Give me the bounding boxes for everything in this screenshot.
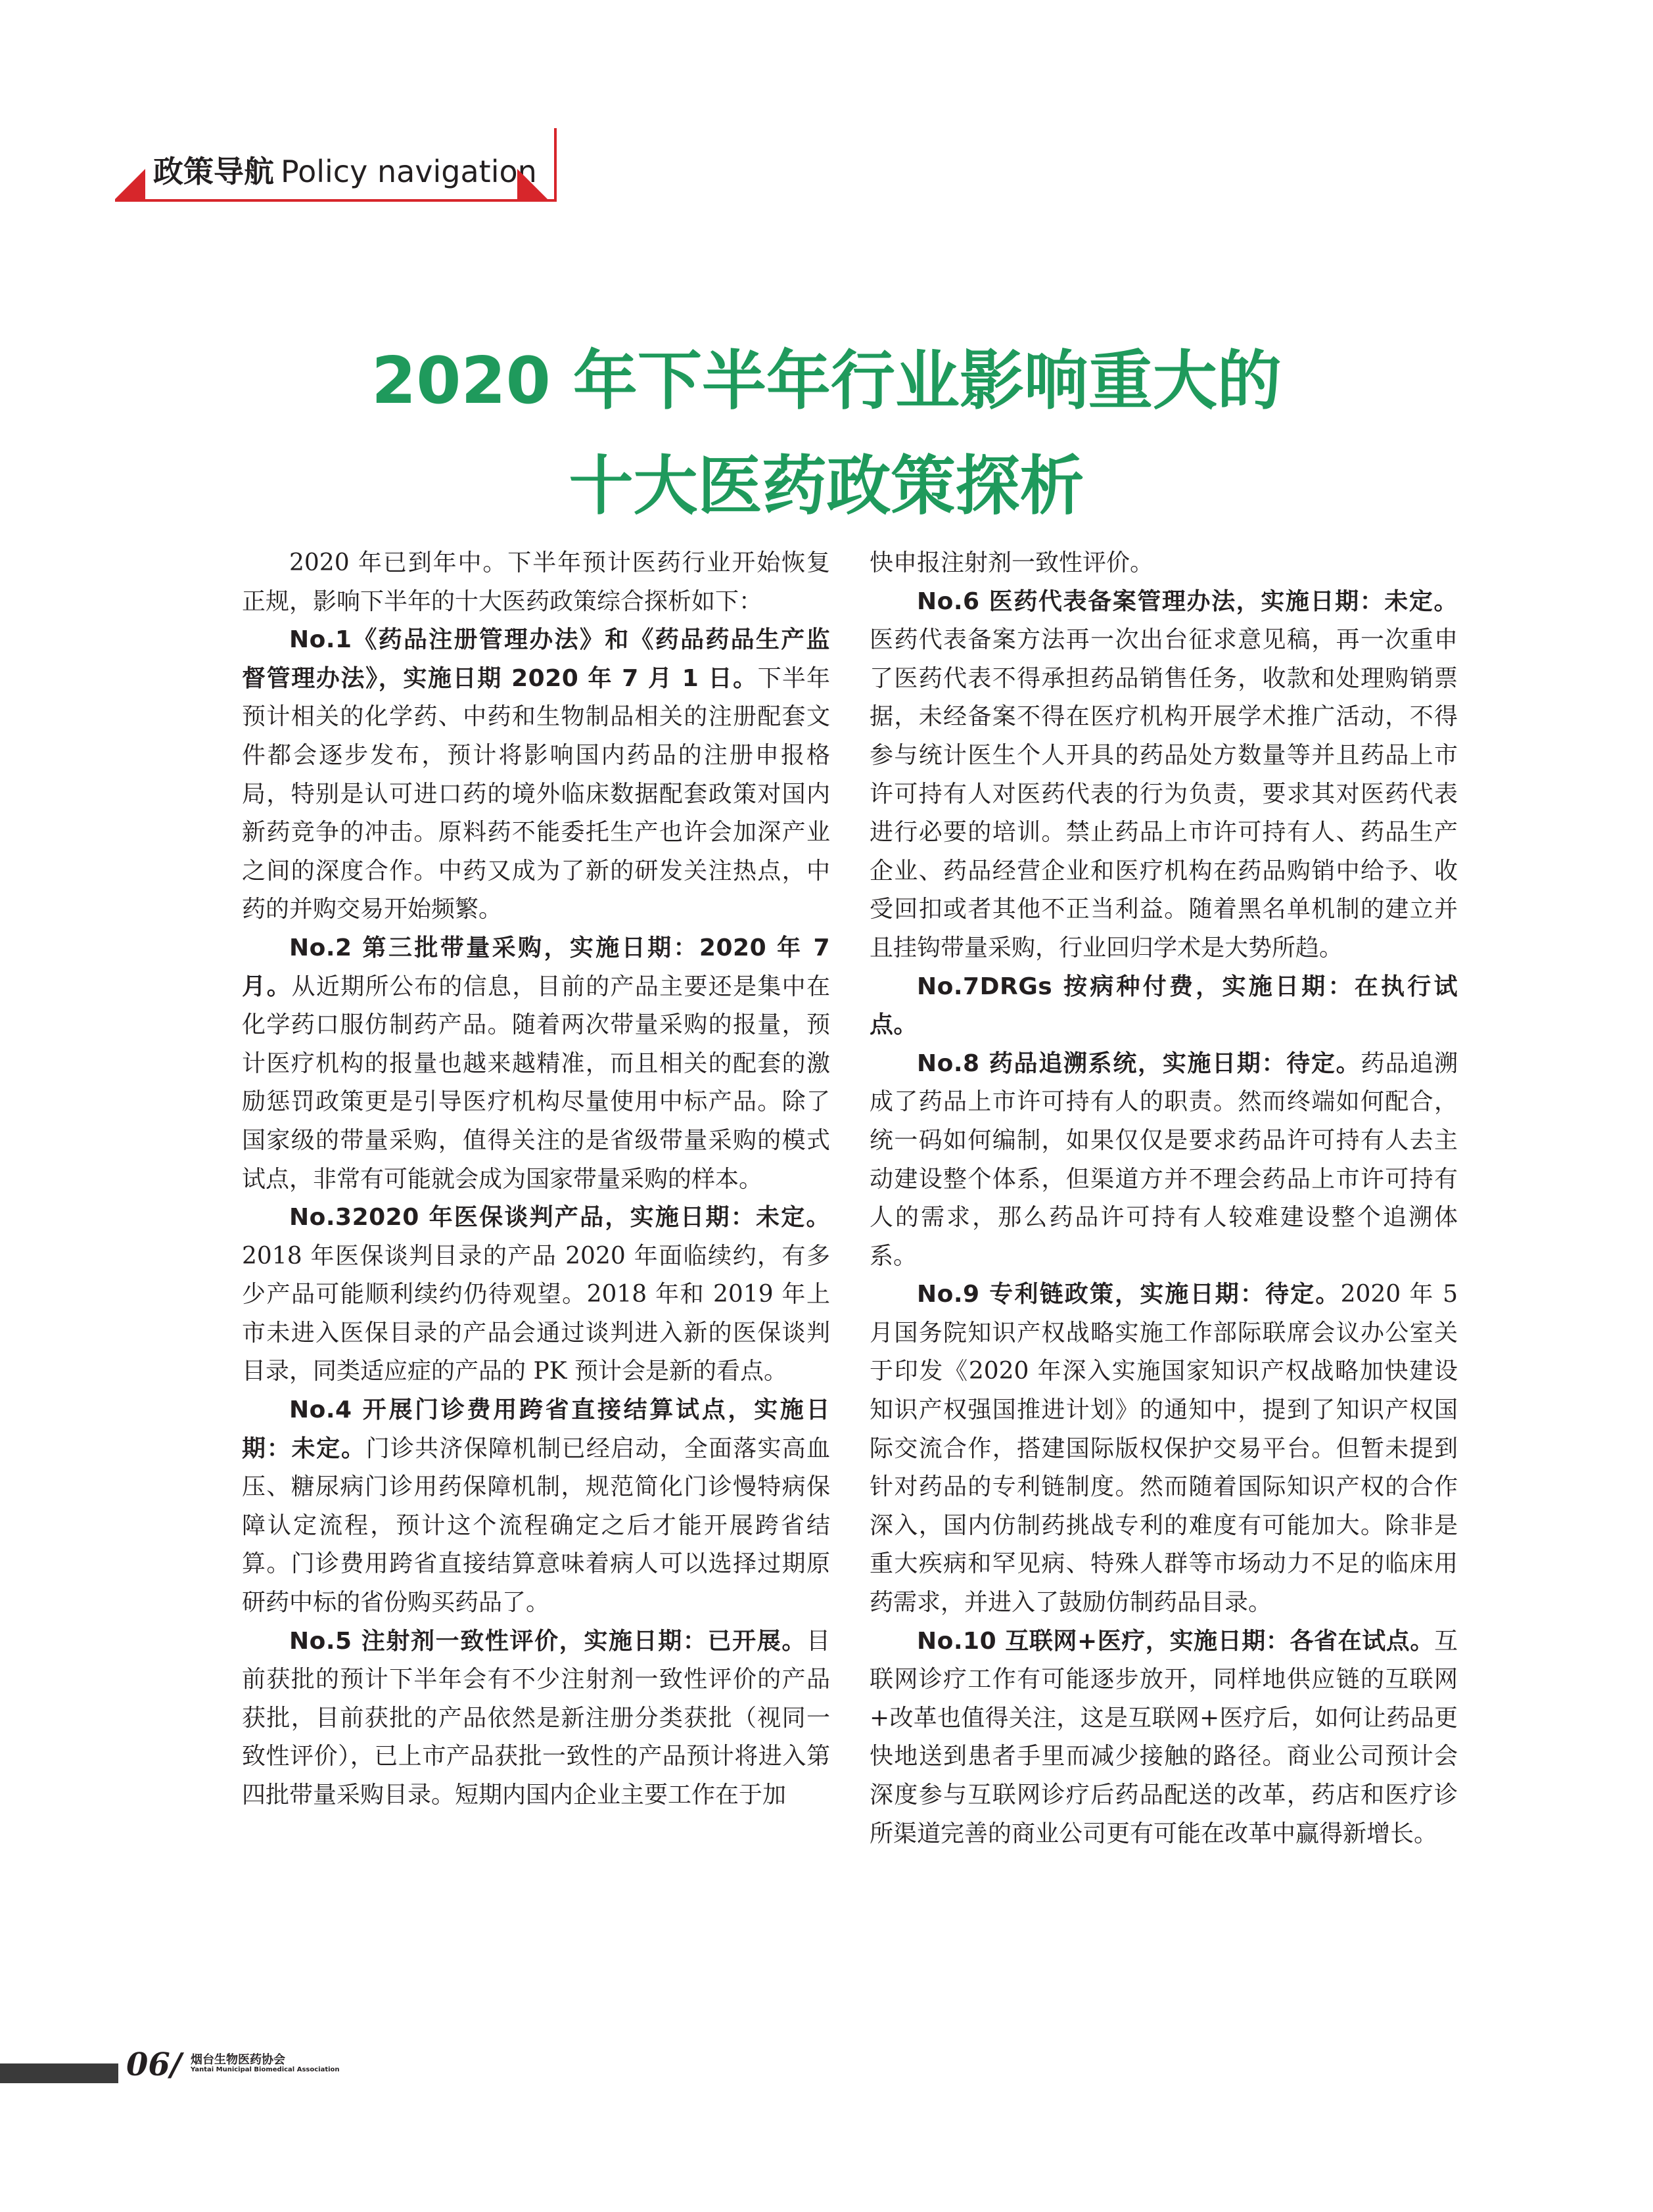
header-rule-horizontal — [115, 199, 557, 202]
section-label-cn: 政策导航 — [153, 154, 274, 189]
header-rule-vertical — [554, 128, 557, 202]
policy-body: 下半年预计相关的化学药、中药和生物制品相关的注册配套文件都会逐步发布，预计将影响国内药品的注册申报格局，特别是认可进口药的境外临床数据配套政策对国内新药竞争的冲击。原料药不能委托生产也许会加深产业之间的深度合作。中药又成为了新的研发关注热点，中药的并购交易开始频繁。 — [242, 664, 830, 923]
policy-body: 药品追溯成了药品上市许可持有人的职责。然而终端如何配合，统一码如何编制，如果仅仅是要求药品许可持有人去主动建设整个体系，但渠道方并不理会药品上市许可持有人的需求，那么药品许可持有人较难建设整个追溯体系。 — [870, 1049, 1458, 1270]
policy-item-5 — [242, 1623, 830, 1815]
policy-heading: No.4 开展门诊费用跨省直接结算试点，实施日期：未定。 — [242, 1396, 830, 1462]
policy-heading: No.5 注射剂一致性评价，实施日期：已开展。 — [289, 1627, 806, 1655]
policy-heading: No.32020 年医保谈判产品，实施日期：未定。 — [289, 1204, 830, 1232]
page-footer — [0, 2044, 460, 2083]
policy-body: 医药代表备案方法再一次出台征求意见稿，再一次重申了医药代表不得承担药品销售任务，收款和处理购销票据，未经备案不得在医疗机构开展学术推广活动，不得参与统计医生个人开具的药品处方数量等并且药品上市许可持有人对医药代表的行为负责，要求其对医药代表进行必要的培训。禁止药品上市许可持有人、药品生产企业、药品经营企业和医疗机构在药品购销中给予、收受回扣或者其他不正当利益。随着黑名单机制的建立并且挂钩带量采购，行业回归学术是大势所趋。 — [870, 626, 1458, 961]
policy-item-6 — [870, 583, 1458, 968]
policy-body: 互联网诊疗工作有可能逐步放开，同样地供应链的互联网+改革也值得关注，这是互联网+医疗后，如何让药品更快地送到患者手里而减少接触的路径。商业公司预计会深度参与互联网诊疗后药品配送的改革，药店和医疗诊所渠道完善的商业公司更有可能在改革中赢得新增长。 — [870, 1627, 1458, 1847]
triangle-left-icon — [115, 169, 145, 199]
policy-item-1 — [242, 621, 830, 929]
triangle-right-icon — [517, 169, 547, 199]
section-label — [153, 148, 537, 191]
article-title — [0, 329, 1653, 539]
policy-body: 2018 年医保谈判目录的产品 2020 年面临续约，有多少产品可能顺利续约仍待观望。2018 年和 2019 年上市未进入医保目录的产品会通过谈判进入新的医保谈判目录，同类适应症的产品的 PK 预计会是新的看点。 — [242, 1242, 830, 1385]
policy-item-9 — [870, 1276, 1458, 1622]
policy-heading: No.1《药品注册管理办法》和《药品药品生产监督管理办法》，实施日期 2020 年 7 月 1 日。 — [242, 626, 830, 692]
footer-bar — [0, 2063, 118, 2083]
footer-org-name-en: Yantai Municipal Biomedical Association — [191, 2066, 340, 2073]
policy-item-3 — [242, 1199, 830, 1391]
article-title-line1: 2020 年下半年行业影响重大的 — [371, 344, 1282, 419]
policy-heading: No.6 医药代表备案管理办法，实施日期：未定。 — [917, 588, 1458, 615]
policy-item-7 — [870, 968, 1458, 1045]
article-title-line2: 十大医药政策探析 — [569, 449, 1084, 524]
policy-body: 从近期所公布的信息，目前的产品主要还是集中在化学药口服仿制药产品。随着两次带量采购的报量，预计医疗机构的报量也越来越精准，而且相关的配套的激励惩罚政策更是引导医疗机构尽量使用中标产品。除了国家级的带量采购，值得关注的是省级带量采购的模式试点，非常有可能就会成为国家带量采购的样本。 — [242, 973, 830, 1193]
policy-heading: No.9 专利链政策，实施日期：待定。 — [917, 1281, 1341, 1308]
section-label-en: Policy navigation — [281, 154, 537, 189]
left-column — [242, 544, 830, 1815]
policy-body: 门诊共济保障机制已经启动，全面落实高血压、糖尿病门诊用药保障机制，规范简化门诊慢特病保障认定流程，预计这个流程确定之后才能开展跨省结算。门诊费用跨省直接结算意味着病人可以选择过期原研药中标的省份购买药品了。 — [242, 1435, 830, 1617]
policy-item-2 — [242, 929, 830, 1199]
right-column — [870, 544, 1458, 1853]
policy-heading: No.8 药品追溯系统，实施日期：待定。 — [917, 1049, 1361, 1077]
policy-body: 目前获批的预计下半年会有不少注射剂一致性评价的产品获批，目前获批的产品依然是新注册分类获批（视同一致性评价），已上市产品获批一致性的产品预计将进入第四批带量采购目录。短期内国内企业主要工作在于加 — [242, 1627, 830, 1809]
continued-paragraph: 快申报注射剂一致性评价。 — [870, 549, 1154, 576]
footer-org-name: 烟台生物医药协会 — [191, 2053, 285, 2067]
policy-item-8 — [870, 1045, 1458, 1276]
section-header — [115, 128, 562, 200]
policy-heading: No.2 第三批带量采购，实施日期：2020 年 7 月。 — [242, 934, 830, 1000]
intro-paragraph: 2020 年已到年中。下半年预计医药行业开始恢复正规，影响下半年的十大医药政策综合探析如下： — [242, 549, 830, 615]
policy-item-4 — [242, 1391, 830, 1623]
policy-heading: No.7DRGs 按病种付费，实施日期：在执行试点。 — [870, 973, 1458, 1039]
policy-item-10 — [870, 1623, 1458, 1854]
page-number: 06/ — [126, 2046, 182, 2083]
policy-body: 2020 年 5 月国务院知识产权战略实施工作部际联席会议办公室关于印发《2020 年深入实施国家知识产权战略加快建设知识产权强国推进计划》的通知中，提到了知识产权国际交流合作，搭建国际版权保护交易平台。但暂未提到针对药品的专利链制度。然而随着国际知识产权的合作深入，国内仿制药挑战专利的难度有可能加大。除非是重大疾病和罕见病、特殊人群等市场动力不足的临床用药需求，并进入了鼓励仿制药品目录。 — [870, 1281, 1458, 1617]
policy-heading: No.10 互联网+医疗，实施日期：各省在试点。 — [917, 1627, 1434, 1655]
